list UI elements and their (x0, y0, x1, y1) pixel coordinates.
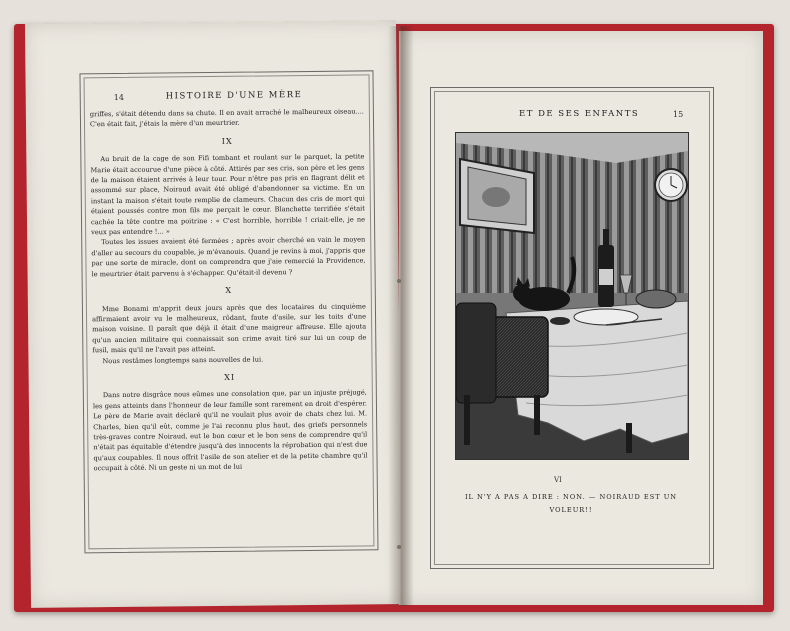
right-page (399, 31, 763, 605)
paragraph-ix-1: Au bruit de la cage de son Fifi tombant et roulant sur le parquet, la petite Marie était accourue d'une pièce à côté. Attirés par ses cris, son père et les gens de la maison étaient arrivés à leur tour. Pour n'être pas pris en flagrant délit et assommé sur place, Noiraud avait été obligé d'abandonner sa victime. En un instant la maison s'était toute remplie de clameurs. Chacun des cris de mort qui étaient poussés contre mon fils me perçait le cœur. Blanchette terrifiée s'était cachée la tête contre ma poitrine : « C'est horrible, horrible ! criait-elle, je ne veux pas entendre !... » (90, 152, 366, 237)
right-page-number: 15 (673, 110, 684, 119)
book-gutter (388, 26, 414, 606)
paragraph-ix-2: Toutes les issues avaient été fermées ; après avoir cherché en vain le moyen d'aller au secours du coupable, je m'évanouis. Quand je revins à moi, j'appris que par une sorte de miracle, dont on comprendra que j'aie remercié la Providence, le meurtrier était parvenu à s'échapper. Qu'était-il devenu ? (91, 235, 366, 278)
section-heading-ix: IX (221, 136, 233, 146)
engraving-svg (456, 133, 688, 459)
paragraph-xi-1: Dans notre disgrâce nous eûmes une consolation que, par un injuste préjugé, les gens atteints dans l'honneur de leur famille sont rarement en droit d'espérer. Le père de Marie avait déclaré qu'il ne voulait plus avoir de chats chez lui. M. Charles, bien qu'il eût, comme je l'ai reconnu plus haut, des griefs personnels très-graves contre Noiraud, eut le bon cœur et le bon sens de comprendre qu'il n'était pas équitable d'étendre jusqu'à des innocents la réprobation qui n'est due qu'aux coupables. Il nous offrit l'asile de son atelier et de la petite chambre qu'il occupait à côté. Ni un geste ni un mot de lui (92, 388, 368, 473)
section-heading-x: X (225, 285, 233, 295)
caption-line-1: IL N'Y A PAS A DIRE : NON. — NOIRAUD EST UN (464, 493, 678, 501)
engraving-illustration (455, 132, 689, 460)
paragraph-x-1: Mme Bonami m'apprit deux jours après que des locataires du cinquième affirmaient avoir vu le malheureux, rôdant, faute d'asile, sur les toits d'une maison voisine. Il paraît que déjà il était d'une maigreur affreuse. Elle ajouta qu'un ancien militaire qui connaissait son crime avait tiré sur lui un coup de fusil, mais qu'il ne l'avait pas atteint. (92, 301, 367, 355)
opening-paragraph: griffes, s'était détendu dans sa chute. Il en avait arraché le malheureux oiseau.... C'en était fait, j'étais la mère d'un meurtrier. (89, 107, 364, 129)
caption-line-2: VOLEUR!! (549, 506, 593, 514)
illustration-caption (445, 491, 697, 517)
left-page (25, 20, 402, 608)
right-running-head: ET DE SES ENFANTS (519, 109, 640, 119)
left-page-number: 14 (113, 92, 124, 103)
paragraph-x-2: Nous restâmes longtemps sans nouvelles de lui. (102, 355, 264, 365)
section-heading-xi: XI (224, 372, 236, 382)
plate-number: VI (554, 476, 562, 484)
left-text-column (90, 106, 368, 473)
left-running-head: HISTOIRE D'UNE MÈRE (165, 90, 303, 102)
